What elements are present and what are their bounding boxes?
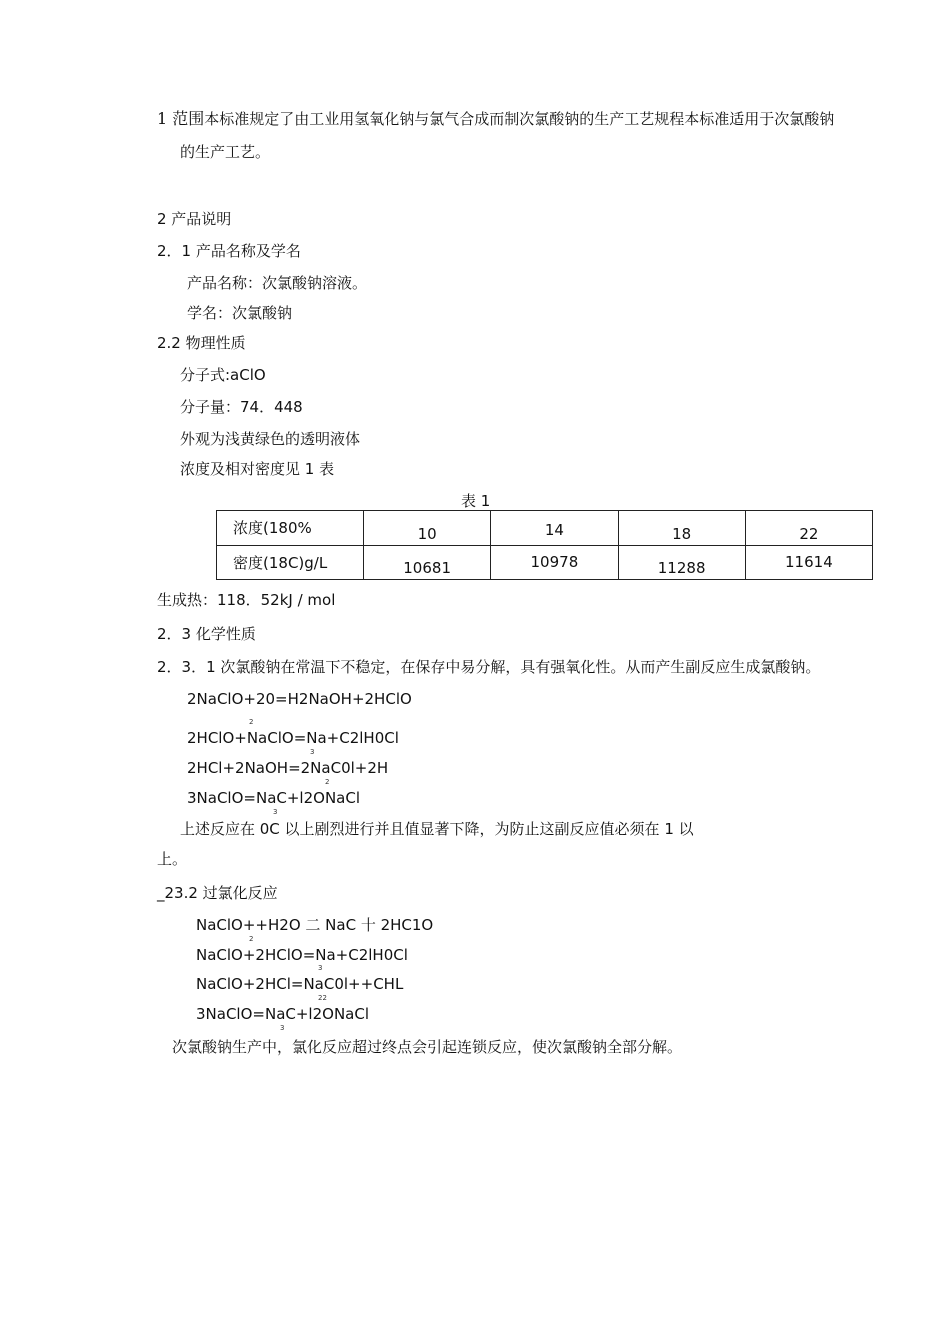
table-row bbox=[217, 511, 873, 546]
equation: NaClO+2HCl=NaC0l++CHL bbox=[196, 975, 404, 993]
table-cell: 11288 bbox=[618, 545, 745, 580]
equation-subscript: 3 bbox=[273, 808, 278, 816]
appearance: 外观为浅黄绿色的透明液体 bbox=[180, 430, 361, 448]
table-caption: 表 1 bbox=[461, 492, 491, 510]
product-name: 产品名称：次氯酸钠溶液。 bbox=[187, 274, 368, 292]
section-2-2-heading: 2.2 物理性质 bbox=[157, 334, 246, 352]
equation-subscript: 3 bbox=[280, 1024, 285, 1032]
scope-text: 本标准规定了由工业用氢氧化钠与氯气合成而制次氯酸钠的生产工艺规程本标准适用于次氯酸钠 bbox=[204, 110, 835, 128]
equation: 3NaClO=NaC+l2ONaCl bbox=[196, 1005, 369, 1023]
section-2-3-2-heading: _23.2 过氯化反应 bbox=[157, 884, 278, 902]
section-2-3-1-text: 2．3．1 次氯酸钠在常温下不稳定，在保存中易分解，具有强氧化性。从而产生副反应生成氯酸钠。 bbox=[157, 658, 821, 676]
reaction-note-1: 上述反应在 0C 以上剧烈进行并且值显著下降，为防止这副反应值必须在 1 以 bbox=[180, 820, 694, 838]
equation: 3NaClO=NaC+l2ONaCl bbox=[187, 789, 360, 807]
equation-subscript: 2 bbox=[325, 778, 330, 786]
table-row-header: 浓度(180% bbox=[217, 511, 364, 546]
equation: 2NaClO+20=H2NaOH+2HClO bbox=[187, 690, 412, 708]
table-cell: 11614 bbox=[745, 545, 872, 580]
table-row bbox=[217, 545, 873, 580]
density-table bbox=[216, 510, 873, 580]
table-cell: 10681 bbox=[364, 545, 491, 580]
equation: NaClO++H2O 二 NaC 十 2HC1O bbox=[196, 916, 434, 934]
table-cell: 18 bbox=[618, 511, 745, 546]
equation-subscript: 2 bbox=[249, 718, 254, 726]
equation: 2HCl+2NaOH=2NaC0l+2H bbox=[187, 759, 389, 777]
section-2-1-heading: 2．1 产品名称及学名 bbox=[157, 242, 301, 260]
equation-subscript: 3 bbox=[310, 748, 315, 756]
scope-heading: 1 范围 bbox=[157, 109, 205, 128]
table-cell: 22 bbox=[745, 511, 872, 546]
table-cell: 10978 bbox=[491, 545, 618, 580]
scope-line-1 bbox=[157, 109, 834, 129]
equation-subscript: 2 bbox=[249, 935, 254, 943]
heat-of-formation: 生成热：118．52kJ / mol bbox=[157, 591, 336, 609]
scope-line-2: 的生产工艺。 bbox=[180, 143, 271, 161]
section-2-heading: 2 产品说明 bbox=[157, 210, 232, 228]
table-cell: 14 bbox=[491, 511, 618, 546]
scientific-name: 学名：次氯酸钠 bbox=[187, 304, 293, 322]
conclusion: 次氯酸钠生产中，氯化反应超过终点会引起连锁反应，使次氯酸钠全部分解。 bbox=[172, 1038, 683, 1056]
equation: 2HClO+NaClO=Na+C2lH0Cl bbox=[187, 729, 399, 747]
molecular-formula: 分子式:aClO bbox=[180, 366, 266, 384]
table-row-header: 密度(18C)g/L bbox=[217, 545, 364, 580]
reaction-note-2: 上。 bbox=[157, 850, 188, 868]
section-2-3-heading: 2．3 化学性质 bbox=[157, 625, 256, 643]
table-cell: 10 bbox=[364, 511, 491, 546]
molecular-weight: 分子量：74．448 bbox=[180, 398, 303, 416]
equation-subscript: 22 bbox=[318, 994, 327, 1002]
equation-subscript: 3 bbox=[318, 964, 323, 972]
equation: NaClO+2HClO=Na+C2lH0Cl bbox=[196, 946, 408, 964]
density-note: 浓度及相对密度见 1 表 bbox=[180, 460, 335, 478]
